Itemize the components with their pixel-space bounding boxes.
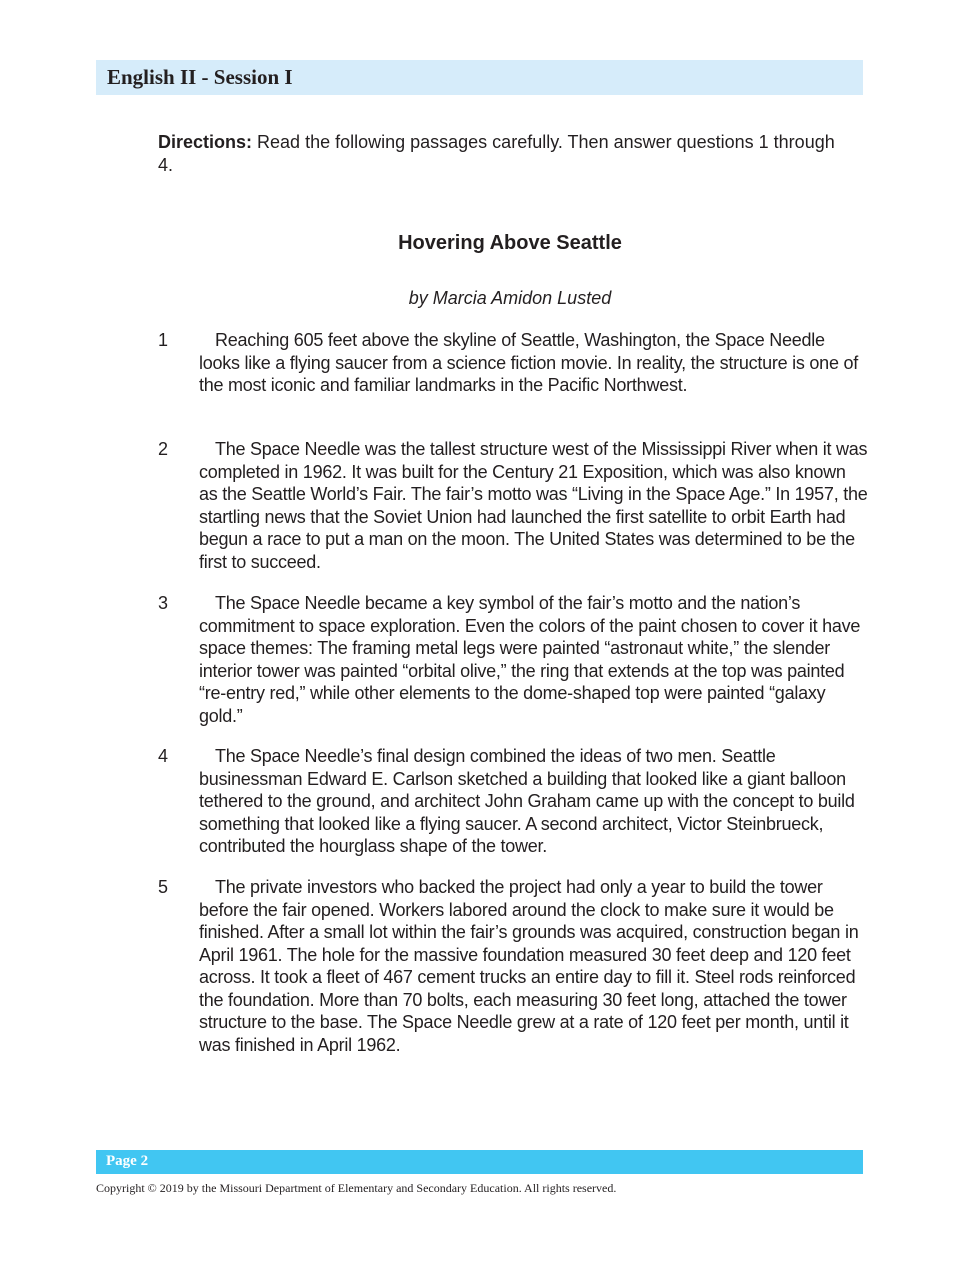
passage-title: Hovering Above Seattle xyxy=(398,232,622,254)
paragraph-number: 2 xyxy=(158,439,169,459)
page-footer xyxy=(96,1150,863,1174)
paragraph-text: The Space Needle became a key symbol of the fair’s motto and the nation’s commitment to space exploration. Even the colors of the paint chosen to cover it have space themes: The framing metal legs were painted “astronaut white,” the slender interior tower was painted “orbital olive,” the ring that extends at the top was painted “re-entry red,” while other elements to the dome-shaped top were painted “galaxy gold.” xyxy=(199,593,861,726)
paragraph-number: 3 xyxy=(158,593,169,613)
paragraph-4 xyxy=(158,745,868,858)
paragraph-text: The Space Needle was the tallest structure west of the Mississippi River when it was completed in 1962. It was built for the Century 21 Exposition, which was also known as the Seattle World’s Fair. The fair’s motto was “Living in the Space Age.” In 1957, the startling news that the Soviet Union had launched the first satellite to orbit Earth had begun a race to put a man on the moon. The United States was determined to be the first to succeed. xyxy=(199,439,868,572)
passage-byline: by Marcia Amidon Lusted xyxy=(408,288,612,308)
paragraph-5 xyxy=(158,876,868,1056)
directions-text: Read the following passages carefully. Then answer questions 1 through 4. xyxy=(158,132,835,175)
paragraph-number: 4 xyxy=(158,746,169,766)
copyright-notice: Copyright © 2019 by the Missouri Department of Elementary and Secondary Education. All rights reserved. xyxy=(96,1181,617,1195)
paragraph-2 xyxy=(158,438,868,573)
paragraph-1 xyxy=(158,329,868,397)
paragraph-number: 5 xyxy=(158,877,169,897)
paragraph-text: The Space Needle’s final design combined the ideas of two men. Seattle businessman Edward E. Carlson sketched a building that looked like a giant balloon tethered to the ground, and architect John Graham came up with the concept to build something that looked like a flying saucer. A second architect, Victor Steinbrueck, contributed the hourglass shape of the tower. xyxy=(199,746,855,856)
paragraph-text: Reaching 605 feet above the skyline of Seattle, Washington, the Space Needle looks like a flying saucer from a science fiction movie. In reality, the structure is one of the most iconic and familiar landmarks in the Pacific Northwest. xyxy=(199,330,858,395)
session-title: English II - Session I xyxy=(107,65,293,89)
paragraph-number: 1 xyxy=(158,330,169,350)
session-header xyxy=(96,60,863,95)
directions xyxy=(158,131,848,176)
paragraph-text: The private investors who backed the project had only a year to build the tower before the fair opened. Workers labored around the clock to make sure it would be finished. After a small lot within the fair’s grounds was acquired, construction began in April 1961. The hole for the massive foundation measured 30 feet deep and 120 feet across. It took a fleet of 467 cement trucks an entire day to fill it. Steel rods reinforced the foundation. More than 70 bolts, each measuring 30 feet long, attached the tower structure to the base. The Space Needle grew at a rate of 120 feet per month, until it was finished in April 1962. xyxy=(199,877,859,1055)
paragraph-3 xyxy=(158,592,868,727)
directions-label: Directions: xyxy=(158,132,253,152)
page-number: Page 2 xyxy=(106,1153,149,1169)
